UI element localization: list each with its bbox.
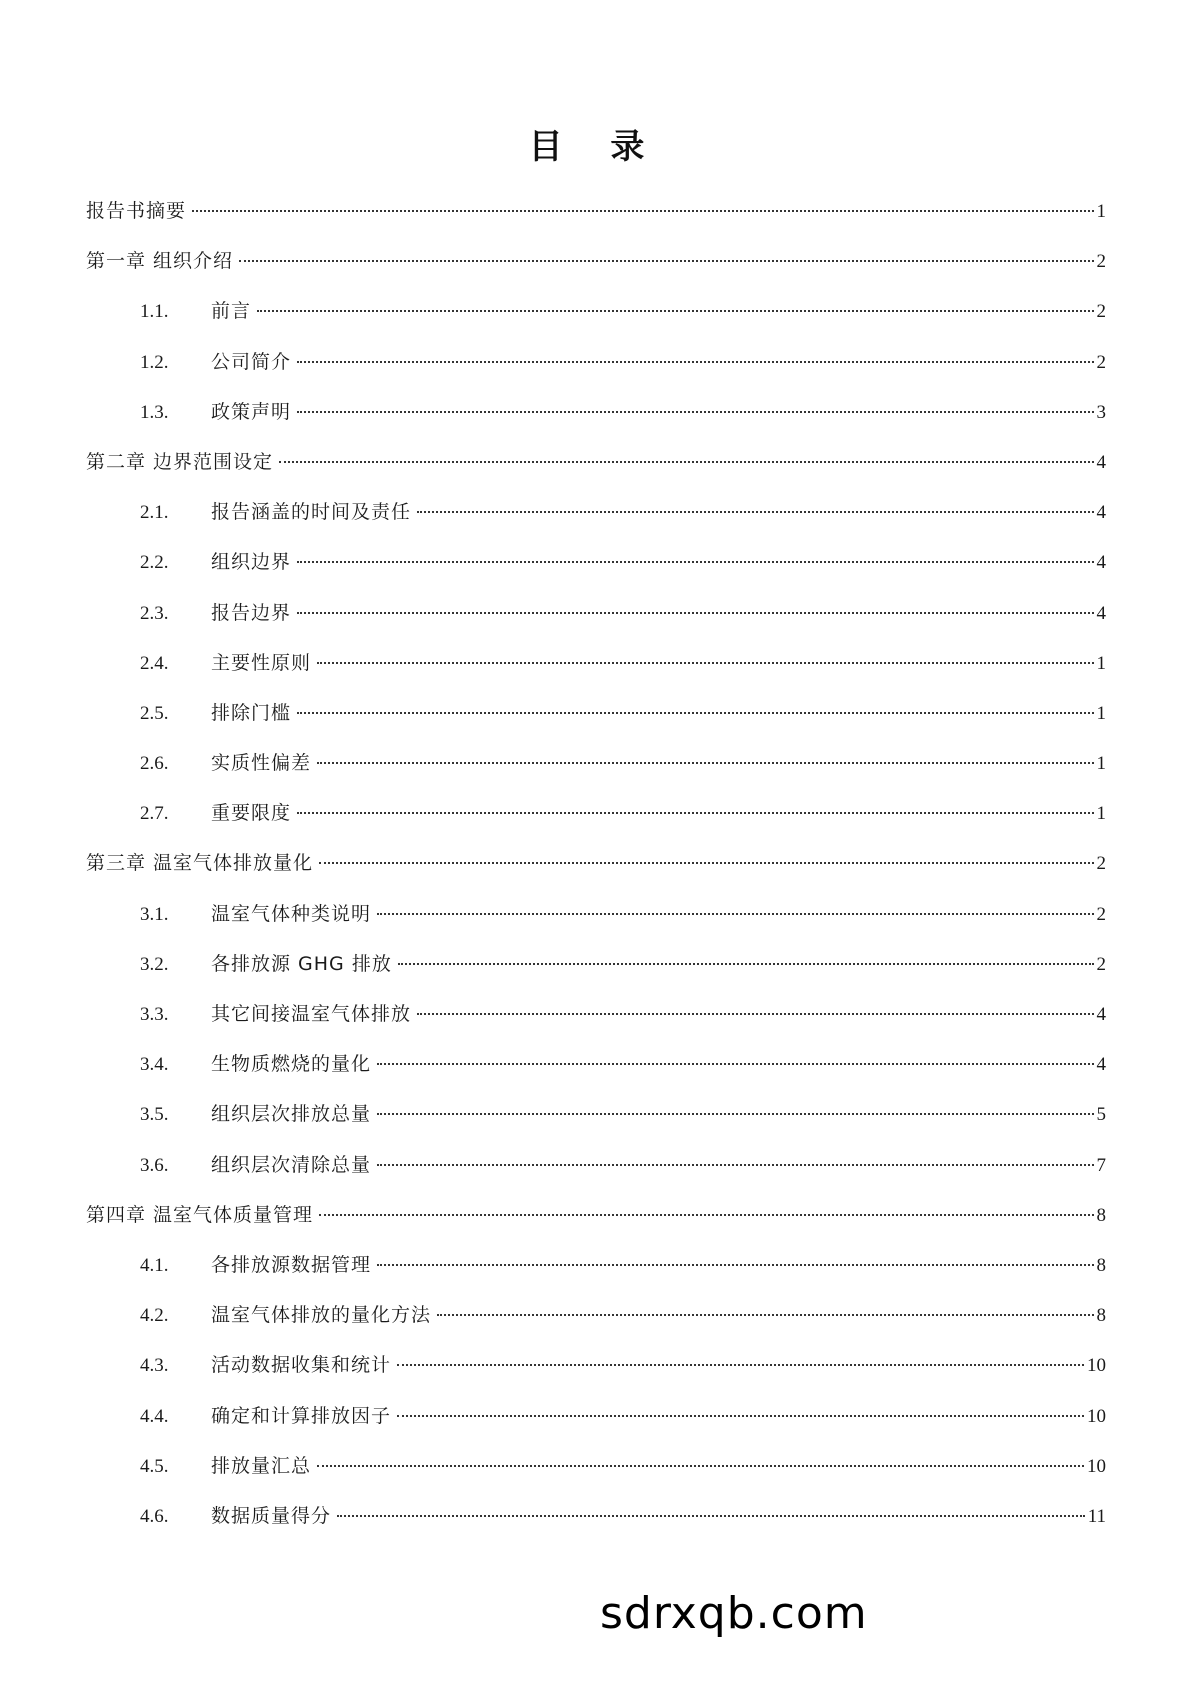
toc-subsection-entry[interactable] (86, 487, 1106, 537)
toc-entry-label: 各排放源数据管理 (211, 1253, 372, 1276)
toc-subsection-entry[interactable] (86, 1290, 1106, 1340)
dot-leader (297, 712, 1093, 714)
toc-subsection-entry[interactable] (86, 788, 1106, 838)
toc-subsection-entry[interactable] (86, 1491, 1106, 1541)
dot-leader (319, 1214, 1093, 1216)
toc-subsection-entry[interactable] (86, 738, 1106, 788)
toc-entry-page-number: 3 (1096, 401, 1106, 423)
dot-leader (398, 963, 1094, 965)
toc-subsection-entry[interactable] (86, 939, 1106, 989)
toc-chapter-entry[interactable] (86, 186, 1106, 236)
toc-entry-label: 第四章 温室气体质量管理 (86, 1203, 314, 1226)
toc-entry-label: 组织边界 (211, 551, 292, 574)
toc-entry-number: 4.1. (140, 1254, 169, 1276)
toc-entry-page-number: 2 (1096, 853, 1106, 875)
toc-subsection-entry[interactable] (86, 989, 1106, 1039)
toc-subsection-entry[interactable] (86, 1240, 1106, 1290)
toc-entry-page-number: 8 (1096, 1305, 1106, 1327)
toc-entry-number: 4.6. (140, 1505, 169, 1527)
toc-entry-page-number: 1 (1096, 753, 1106, 775)
dot-leader (317, 762, 1093, 764)
dot-leader (257, 310, 1093, 312)
toc-entry-label: 其它间接温室气体排放 (211, 1003, 412, 1025)
dot-leader (297, 411, 1093, 413)
toc-subsection-entry[interactable] (86, 286, 1106, 336)
toc-entry-number: 1.3. (140, 401, 169, 423)
toc-entry-label: 政策声明 (211, 400, 292, 423)
toc-chapter-entry[interactable] (86, 1190, 1106, 1240)
toc-entry-page-number: 5 (1096, 1104, 1106, 1126)
toc-entry-number: 3.1. (140, 903, 169, 925)
toc-entry-page-number: 8 (1096, 1204, 1106, 1226)
toc-entry-label: 组织层次排放总量 (211, 1103, 372, 1126)
dot-leader (397, 1364, 1084, 1366)
toc-entry-label: 第三章 温室气体排放量化 (86, 852, 314, 875)
toc-entry-number: 3.5. (140, 1104, 169, 1126)
toc-subsection-entry[interactable] (86, 1039, 1106, 1089)
toc-entry-label: 第二章 边界范围设定 (86, 450, 274, 473)
toc-entry-label: 主要性原则 (211, 651, 312, 674)
toc-entry-page-number: 4 (1096, 552, 1106, 574)
toc-entry-label: 各排放源 GHG 排放 (211, 952, 392, 975)
toc-entry-label: 排放量汇总 (211, 1454, 312, 1477)
dot-leader (317, 1465, 1084, 1467)
toc-entry-label: 前言 (211, 300, 252, 323)
toc-subsection-entry[interactable] (86, 387, 1106, 437)
toc-entry-label: 活动数据收集和统计 (211, 1354, 392, 1377)
toc-entry-number: 2.5. (140, 702, 169, 724)
dot-leader (192, 210, 1093, 212)
toc-subsection-entry[interactable] (86, 1340, 1106, 1390)
toc-entry-page-number: 8 (1096, 1254, 1106, 1276)
dot-leader (377, 1113, 1093, 1115)
dot-leader (239, 260, 1093, 262)
toc-entry-number: 4.2. (140, 1305, 169, 1327)
dot-leader (279, 461, 1093, 463)
toc-entry-label: 确定和计算排放因子 (211, 1404, 392, 1427)
toc-entry-number: 2.7. (140, 803, 169, 825)
toc-entry-page-number: 1 (1096, 803, 1106, 825)
toc-entry-label: 温室气体排放的量化方法 (211, 1304, 432, 1327)
toc-chapter-entry[interactable] (86, 838, 1106, 888)
toc-entry-number: 4.3. (140, 1355, 169, 1377)
dot-leader (377, 1164, 1093, 1166)
toc-entry-page-number: 4 (1096, 1004, 1106, 1025)
toc-entry-page-number: 1 (1096, 702, 1106, 724)
toc-entry-number: 2.2. (140, 552, 169, 574)
dot-leader (297, 812, 1093, 814)
toc-entry-page-number: 10 (1087, 1355, 1106, 1377)
dot-leader (377, 913, 1093, 915)
toc-entry-number: 2.6. (140, 753, 169, 775)
toc-entry-label: 排除门槛 (211, 701, 292, 724)
dot-leader (297, 561, 1093, 563)
toc-entry-page-number: 10 (1087, 1405, 1106, 1427)
toc-entry-number: 3.4. (140, 1054, 169, 1076)
toc-entry-page-number: 7 (1096, 1154, 1106, 1176)
toc-entry-page-number: 4 (1096, 1054, 1106, 1076)
table-of-contents (86, 186, 1106, 1541)
toc-entry-label: 公司简介 (211, 350, 292, 373)
toc-entry-label: 重要限度 (211, 802, 292, 825)
toc-entry-page-number: 1 (1096, 652, 1106, 674)
toc-subsection-entry[interactable] (86, 588, 1106, 638)
toc-chapter-entry[interactable] (86, 437, 1106, 487)
dot-leader (437, 1314, 1093, 1316)
toc-subsection-entry[interactable] (86, 889, 1106, 939)
watermark-text: sdrxqb.com (600, 1588, 868, 1639)
toc-subsection-entry[interactable] (86, 1140, 1106, 1190)
toc-entry-number: 1.2. (140, 351, 169, 373)
toc-entry-page-number: 4 (1096, 602, 1106, 624)
toc-entry-label: 实质性偏差 (211, 752, 312, 775)
dot-leader (377, 1264, 1093, 1266)
toc-entry-number: 3.3. (140, 1004, 169, 1025)
toc-entry-label: 生物质燃烧的量化 (211, 1053, 372, 1076)
toc-entry-page-number: 2 (1096, 251, 1106, 273)
dot-leader (397, 1415, 1084, 1417)
toc-entry-label: 第一章 组织介绍 (86, 250, 234, 273)
dot-leader (417, 511, 1093, 513)
toc-entry-number: 3.6. (140, 1154, 169, 1176)
toc-subsection-entry[interactable] (86, 638, 1106, 688)
toc-entry-label: 组织层次清除总量 (211, 1153, 372, 1176)
toc-entry-number: 2.4. (140, 652, 169, 674)
toc-subsection-entry[interactable] (86, 337, 1106, 387)
toc-entry-number: 2.1. (140, 502, 169, 524)
toc-entry-number: 3.2. (140, 953, 169, 975)
toc-entry-number: 1.1. (140, 301, 169, 323)
toc-chapter-entry[interactable] (86, 236, 1106, 286)
toc-subsection-entry[interactable] (86, 1391, 1106, 1441)
dot-leader (417, 1013, 1093, 1015)
toc-entry-page-number: 10 (1087, 1455, 1106, 1477)
toc-entry-label: 数据质量得分 (211, 1504, 332, 1527)
toc-entry-page-number: 2 (1096, 301, 1106, 323)
dot-leader (297, 612, 1093, 614)
toc-entry-number: 2.3. (140, 602, 169, 624)
toc-entry-page-number: 2 (1096, 351, 1106, 373)
toc-subsection-entry[interactable] (86, 688, 1106, 738)
dot-leader (297, 361, 1093, 363)
toc-entry-page-number: 4 (1096, 502, 1106, 524)
dot-leader (317, 662, 1093, 664)
toc-entry-page-number: 2 (1096, 953, 1106, 975)
toc-entry-page-number: 4 (1096, 451, 1106, 473)
dot-leader (319, 862, 1093, 864)
toc-entry-number: 4.4. (140, 1405, 169, 1427)
toc-entry-label: 报告书摘要 (86, 200, 187, 222)
toc-entry-label: 温室气体种类说明 (211, 902, 372, 925)
toc-entry-page-number: 1 (1096, 201, 1106, 222)
toc-entry-label: 报告边界 (211, 601, 292, 624)
toc-subsection-entry[interactable] (86, 1089, 1106, 1139)
toc-entry-label: 报告涵盖的时间及责任 (211, 501, 412, 524)
toc-entry-page-number: 2 (1096, 903, 1106, 925)
toc-title: 目 录 (528, 127, 663, 167)
dot-leader (377, 1063, 1093, 1065)
toc-entry-page-number: 11 (1087, 1505, 1106, 1527)
toc-subsection-entry[interactable] (86, 537, 1106, 587)
toc-entry-number: 4.5. (140, 1455, 169, 1477)
toc-subsection-entry[interactable] (86, 1441, 1106, 1491)
dot-leader (337, 1515, 1085, 1517)
